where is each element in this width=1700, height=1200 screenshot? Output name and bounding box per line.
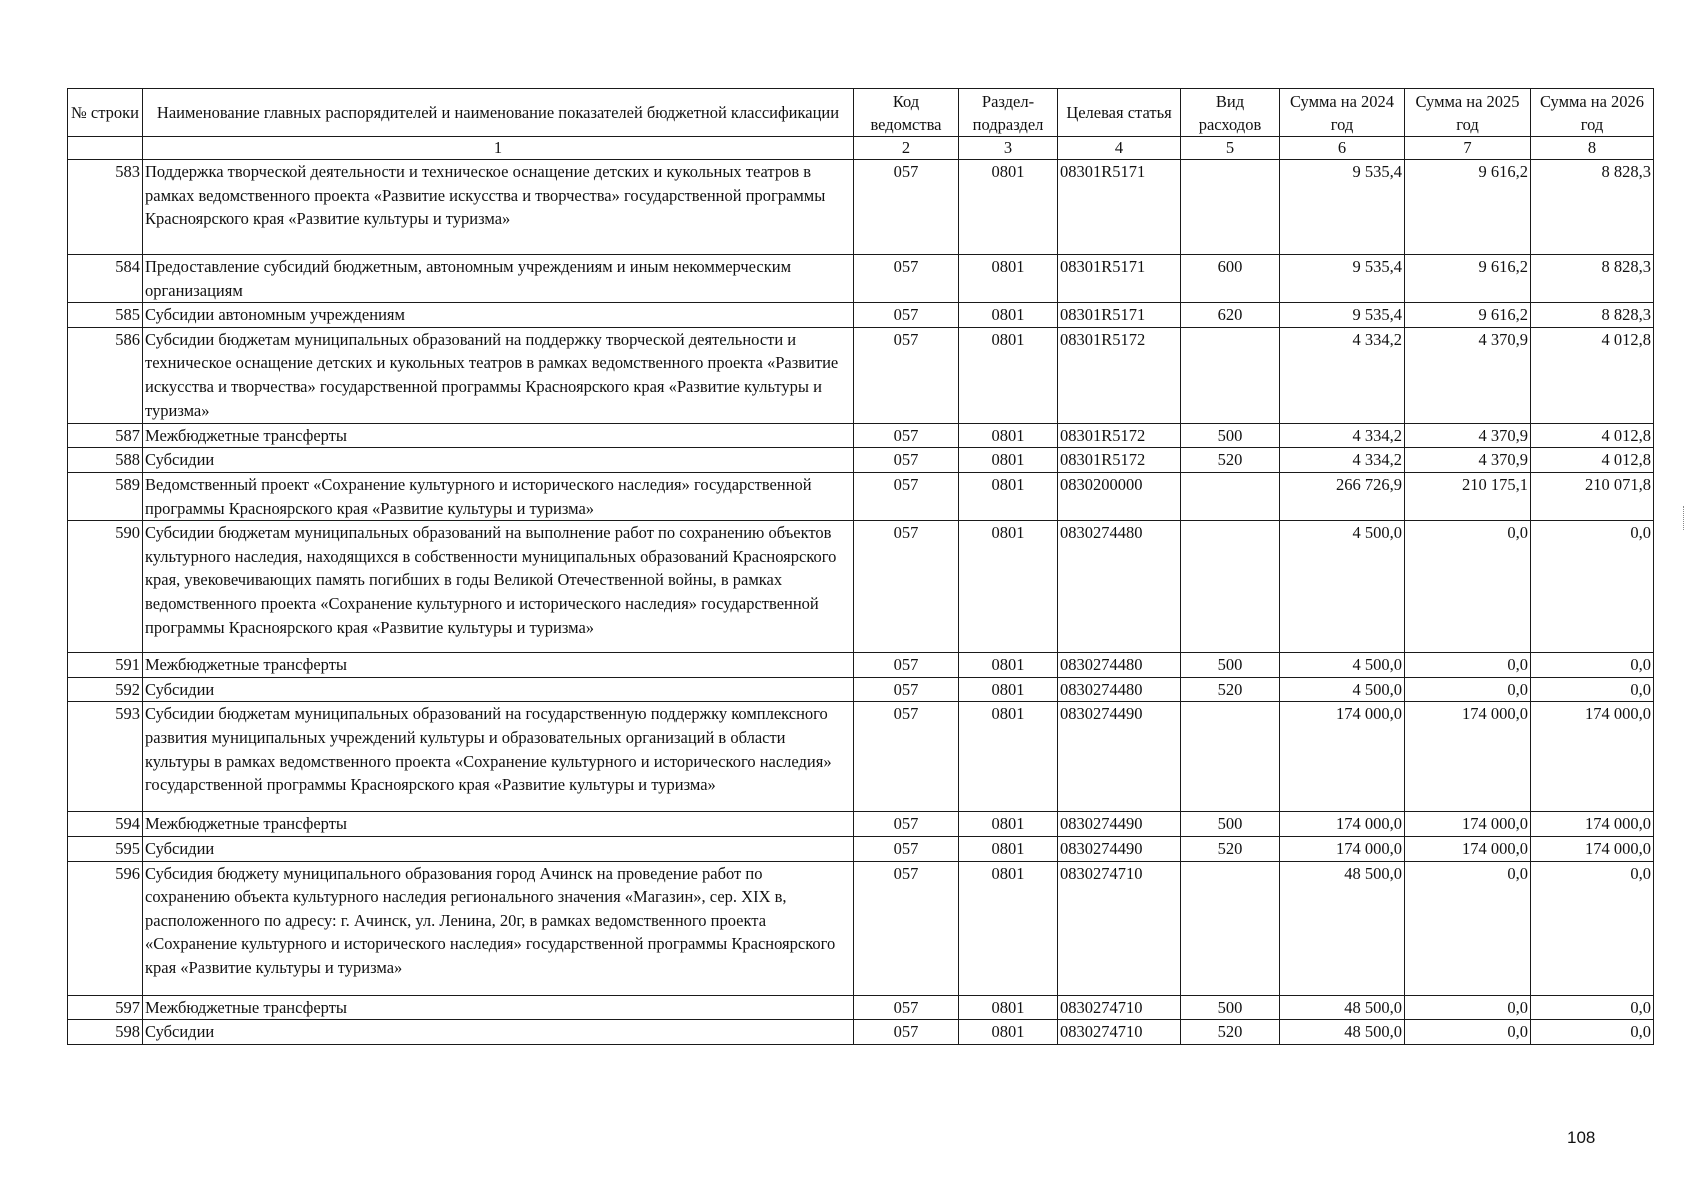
- row-number: 595: [68, 836, 143, 861]
- target-item: 08301R5171: [1058, 255, 1181, 303]
- header-sum-2026: Сумма на 2026 год: [1531, 89, 1654, 137]
- column-number: 8: [1531, 137, 1654, 160]
- budget-table-body: [68, 137, 1654, 1045]
- row-name: Межбюджетные трансферты: [143, 653, 854, 678]
- column-number: 3: [959, 137, 1058, 160]
- expense-kind: 600: [1181, 255, 1280, 303]
- department-code: 057: [854, 255, 959, 303]
- sum-2026: 0,0: [1531, 521, 1654, 653]
- expense-kind: [1181, 472, 1280, 520]
- sum-2024: 4 500,0: [1280, 677, 1405, 702]
- sum-2026: 0,0: [1531, 861, 1654, 995]
- sum-2025: 9 616,2: [1405, 255, 1531, 303]
- department-code: 057: [854, 812, 959, 837]
- department-code: 057: [854, 653, 959, 678]
- expense-kind: 620: [1181, 303, 1280, 328]
- sum-2025: 9 616,2: [1405, 160, 1531, 255]
- row-name: Субсидии бюджетам муниципальных образований на поддержку творческой деятельности и техническое оснащение детских и кукольных театров в рамках ведомственного проекта «Развитие искусства и творчества» государственной программы Красноярского края «Развитие культуры и туризма»: [143, 327, 854, 423]
- section-code: 0801: [959, 995, 1058, 1020]
- row-number: 596: [68, 861, 143, 995]
- column-number: [68, 137, 143, 160]
- sum-2024: 9 535,4: [1280, 160, 1405, 255]
- section-code: 0801: [959, 423, 1058, 448]
- header-target-item: Целевая статья: [1058, 89, 1181, 137]
- section-code: 0801: [959, 677, 1058, 702]
- department-code: 057: [854, 1020, 959, 1045]
- row-name: Межбюджетные трансферты: [143, 812, 854, 837]
- row-number: 585: [68, 303, 143, 328]
- expense-kind: [1181, 861, 1280, 995]
- table-row: [68, 677, 1654, 702]
- row-number: 591: [68, 653, 143, 678]
- expense-kind: [1181, 160, 1280, 255]
- sum-2025: 174 000,0: [1405, 836, 1531, 861]
- expense-kind: 500: [1181, 423, 1280, 448]
- row-number: 597: [68, 995, 143, 1020]
- row-name: Субсидии: [143, 677, 854, 702]
- expense-kind: 500: [1181, 653, 1280, 678]
- department-code: 057: [854, 327, 959, 423]
- section-code: 0801: [959, 448, 1058, 473]
- row-number: 587: [68, 423, 143, 448]
- department-code: 057: [854, 448, 959, 473]
- sum-2026: 0,0: [1531, 653, 1654, 678]
- header-row: [68, 89, 1654, 137]
- sum-2024: 174 000,0: [1280, 812, 1405, 837]
- sum-2025: 0,0: [1405, 861, 1531, 995]
- sum-2024: 48 500,0: [1280, 995, 1405, 1020]
- table-row: [68, 521, 1654, 653]
- sum-2024: 9 535,4: [1280, 255, 1405, 303]
- department-code: 057: [854, 836, 959, 861]
- department-code: 057: [854, 861, 959, 995]
- section-code: 0801: [959, 521, 1058, 653]
- sum-2024: 9 535,4: [1280, 303, 1405, 328]
- section-code: 0801: [959, 327, 1058, 423]
- section-code: 0801: [959, 472, 1058, 520]
- sum-2025: 4 370,9: [1405, 448, 1531, 473]
- section-code: 0801: [959, 702, 1058, 812]
- table-row: [68, 448, 1654, 473]
- department-code: 057: [854, 702, 959, 812]
- column-number: 5: [1181, 137, 1280, 160]
- row-name: Межбюджетные трансферты: [143, 995, 854, 1020]
- sum-2024: 174 000,0: [1280, 702, 1405, 812]
- row-name: Межбюджетные трансферты: [143, 423, 854, 448]
- header-expense-kind: Вид расходов: [1181, 89, 1280, 137]
- row-number: 592: [68, 677, 143, 702]
- target-item: 0830274480: [1058, 653, 1181, 678]
- target-item: 0830274490: [1058, 836, 1181, 861]
- table-row: [68, 423, 1654, 448]
- sum-2026: 174 000,0: [1531, 702, 1654, 812]
- table-row: [68, 995, 1654, 1020]
- section-code: 0801: [959, 255, 1058, 303]
- sum-2024: 4 334,2: [1280, 423, 1405, 448]
- expense-kind: 520: [1181, 836, 1280, 861]
- column-number: 1: [143, 137, 854, 160]
- sum-2026: 4 012,8: [1531, 448, 1654, 473]
- table-row: [68, 653, 1654, 678]
- department-code: 057: [854, 521, 959, 653]
- target-item: 08301R5171: [1058, 160, 1181, 255]
- sum-2025: 0,0: [1405, 677, 1531, 702]
- department-code: 057: [854, 160, 959, 255]
- sum-2026: 8 828,3: [1531, 303, 1654, 328]
- target-item: 0830274710: [1058, 995, 1181, 1020]
- department-code: 057: [854, 303, 959, 328]
- header-sum-2024: Сумма на 2024 год: [1280, 89, 1405, 137]
- target-item: 0830274710: [1058, 861, 1181, 995]
- column-number: 2: [854, 137, 959, 160]
- expense-kind: 520: [1181, 677, 1280, 702]
- table-row: [68, 327, 1654, 423]
- table-row: [68, 702, 1654, 812]
- budget-table: [67, 88, 1654, 1045]
- sum-2025: 0,0: [1405, 521, 1531, 653]
- sum-2024: 174 000,0: [1280, 836, 1405, 861]
- target-item: 0830274710: [1058, 1020, 1181, 1045]
- header-department-code: Код ведомства: [854, 89, 959, 137]
- column-number: 7: [1405, 137, 1531, 160]
- sum-2025: 210 175,1: [1405, 472, 1531, 520]
- sum-2025: 9 616,2: [1405, 303, 1531, 328]
- target-item: 08301R5171: [1058, 303, 1181, 328]
- target-item: 0830274490: [1058, 812, 1181, 837]
- row-name: Субсидии: [143, 448, 854, 473]
- row-name: Поддержка творческой деятельности и техническое оснащение детских и кукольных театров в рамках ведомственного проекта «Развитие искусства и творчества» государственной программы Красноярского края «Развитие культуры и туризма»: [143, 160, 854, 255]
- row-name: Субсидии бюджетам муниципальных образований на государственную поддержку комплексного развития муниципальных учреждений культуры и образовательных организаций в области культуры в рамках ведомственного проекта «Сохранение культурного и исторического наследия» государственной программы Красноярского края «Развитие культуры и туризма»: [143, 702, 854, 812]
- sum-2025: 0,0: [1405, 1020, 1531, 1045]
- section-code: 0801: [959, 836, 1058, 861]
- row-name: Ведомственный проект «Сохранение культурного и исторического наследия» государственной программы Красноярского края «Развитие культуры и туризма»: [143, 472, 854, 520]
- header-name: Наименование главных распорядителей и наименование показателей бюджетной классификации: [143, 89, 854, 137]
- department-code: 057: [854, 995, 959, 1020]
- table-row: [68, 303, 1654, 328]
- table-row: [68, 160, 1654, 255]
- expense-kind: 520: [1181, 1020, 1280, 1045]
- target-item: 0830274480: [1058, 521, 1181, 653]
- row-number: 590: [68, 521, 143, 653]
- sum-2025: 174 000,0: [1405, 812, 1531, 837]
- row-number: 584: [68, 255, 143, 303]
- section-code: 0801: [959, 653, 1058, 678]
- sum-2026: 210 071,8: [1531, 472, 1654, 520]
- department-code: 057: [854, 423, 959, 448]
- sum-2026: 0,0: [1531, 677, 1654, 702]
- expense-kind: [1181, 702, 1280, 812]
- row-name: Субсидия бюджету муниципального образования город Ачинск на проведение работ по сохранению объекта культурного наследия регионального значения «Магазин», сер. XIX в, расположенного по адресу: г. Ачинск, ул. Ленина, 20г, в рамках ведомственного проекта «Сохранение культурного и исторического наследия» государственной программы Красноярского края «Развитие культуры и туризма»: [143, 861, 854, 995]
- expense-kind: 500: [1181, 812, 1280, 837]
- sum-2024: 48 500,0: [1280, 1020, 1405, 1045]
- sum-2024: 4 500,0: [1280, 521, 1405, 653]
- sum-2024: 48 500,0: [1280, 861, 1405, 995]
- row-name: Субсидии: [143, 1020, 854, 1045]
- section-code: 0801: [959, 160, 1058, 255]
- sum-2026: 174 000,0: [1531, 836, 1654, 861]
- row-number: 586: [68, 327, 143, 423]
- section-code: 0801: [959, 812, 1058, 837]
- sum-2025: 174 000,0: [1405, 702, 1531, 812]
- header-sum-2025: Сумма на 2025 год: [1405, 89, 1531, 137]
- table-row: [68, 472, 1654, 520]
- section-code: 0801: [959, 1020, 1058, 1045]
- row-number: 589: [68, 472, 143, 520]
- sum-2026: 4 012,8: [1531, 327, 1654, 423]
- row-name: Субсидии бюджетам муниципальных образований на выполнение работ по сохранению объектов культурного наследия, находящихся в собственности муниципальных образований Красноярского края, увековечивающих память погибших в годы Великой Отечественной войны, в рамках ведомственного проекта «Сохранение культурного и исторического наследия» государственной программы Красноярского края «Развитие культуры и туризма»: [143, 521, 854, 653]
- section-code: 0801: [959, 861, 1058, 995]
- sum-2026: 0,0: [1531, 995, 1654, 1020]
- expense-kind: 520: [1181, 448, 1280, 473]
- header-row-number: № строки: [68, 89, 143, 137]
- department-code: 057: [854, 472, 959, 520]
- row-name: Субсидии: [143, 836, 854, 861]
- target-item: 08301R5172: [1058, 327, 1181, 423]
- sum-2026: 4 012,8: [1531, 423, 1654, 448]
- sum-2025: 4 370,9: [1405, 327, 1531, 423]
- row-name: Предоставление субсидий бюджетным, автономным учреждениям и иным некоммерческим организациям: [143, 255, 854, 303]
- department-code: 057: [854, 677, 959, 702]
- target-item: 0830274490: [1058, 702, 1181, 812]
- row-number: 593: [68, 702, 143, 812]
- row-number: 598: [68, 1020, 143, 1045]
- section-code: 0801: [959, 303, 1058, 328]
- sum-2025: 4 370,9: [1405, 423, 1531, 448]
- target-item: 08301R5172: [1058, 423, 1181, 448]
- column-number: 6: [1280, 137, 1405, 160]
- sum-2026: 8 828,3: [1531, 160, 1654, 255]
- scan-artifact: [1683, 506, 1688, 530]
- sum-2024: 4 334,2: [1280, 448, 1405, 473]
- column-number-row: [68, 137, 1654, 160]
- row-number: 588: [68, 448, 143, 473]
- page-number: 108: [1567, 1128, 1596, 1147]
- table-row: [68, 812, 1654, 837]
- table-row: [68, 1020, 1654, 1045]
- expense-kind: [1181, 521, 1280, 653]
- expense-kind: [1181, 327, 1280, 423]
- sum-2026: 174 000,0: [1531, 812, 1654, 837]
- row-number: 594: [68, 812, 143, 837]
- table-row: [68, 836, 1654, 861]
- sum-2025: 0,0: [1405, 653, 1531, 678]
- sum-2024: 4 334,2: [1280, 327, 1405, 423]
- table-row: [68, 861, 1654, 995]
- header-section: Раздел- подраздел: [959, 89, 1058, 137]
- target-item: 08301R5172: [1058, 448, 1181, 473]
- target-item: 0830200000: [1058, 472, 1181, 520]
- sum-2024: 266 726,9: [1280, 472, 1405, 520]
- target-item: 0830274480: [1058, 677, 1181, 702]
- budget-table-container: [67, 88, 1654, 1045]
- sum-2024: 4 500,0: [1280, 653, 1405, 678]
- expense-kind: 500: [1181, 995, 1280, 1020]
- row-name: Субсидии автономным учреждениям: [143, 303, 854, 328]
- table-row: [68, 255, 1654, 303]
- row-number: 583: [68, 160, 143, 255]
- sum-2026: 0,0: [1531, 1020, 1654, 1045]
- sum-2025: 0,0: [1405, 995, 1531, 1020]
- column-number: 4: [1058, 137, 1181, 160]
- sum-2026: 8 828,3: [1531, 255, 1654, 303]
